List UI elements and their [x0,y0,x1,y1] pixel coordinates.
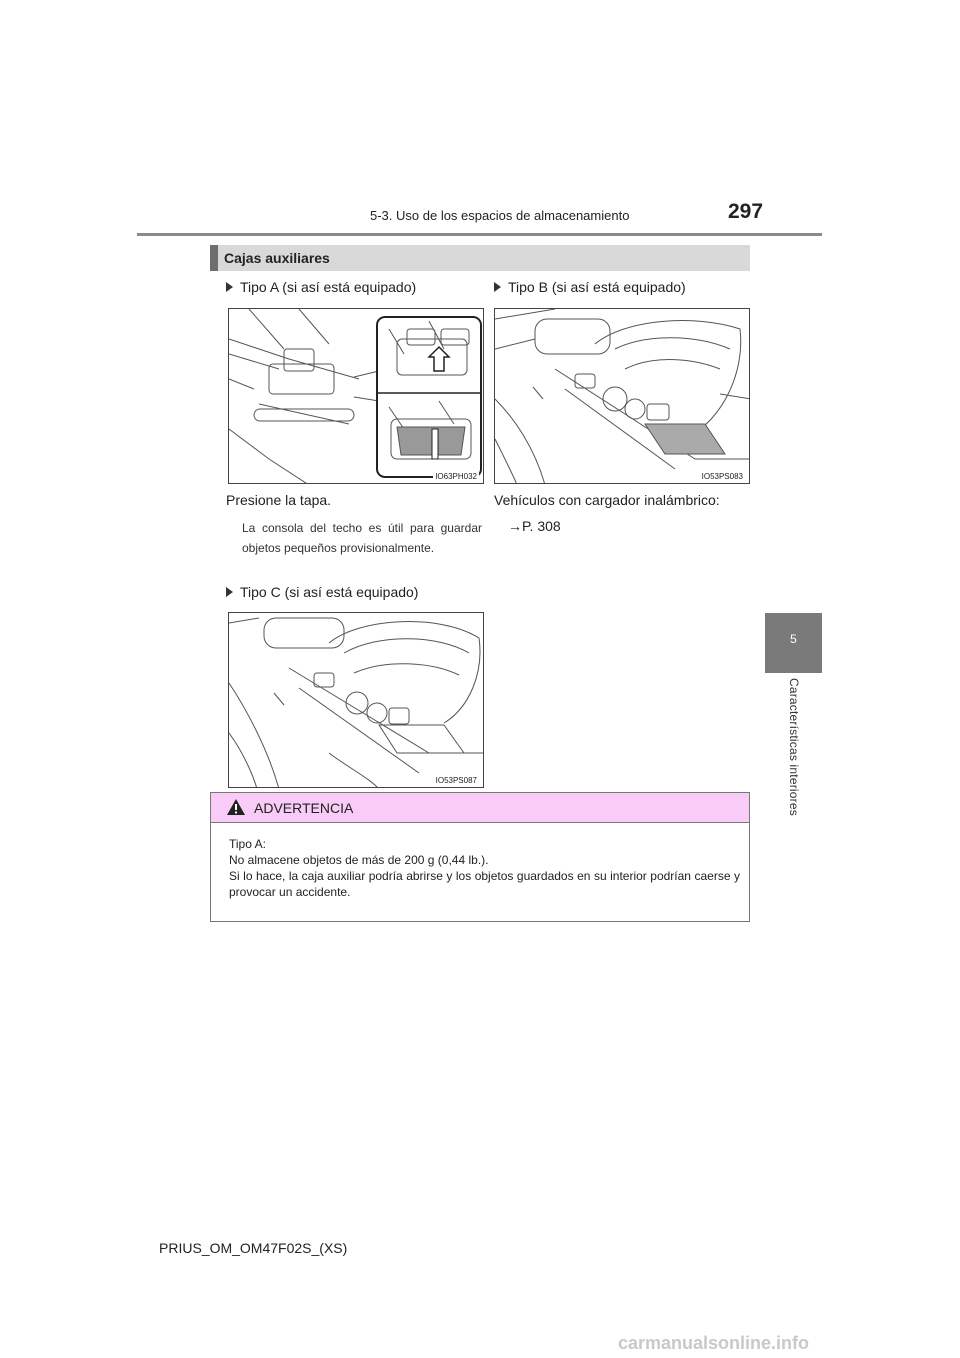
header-section-title: 5-3. Uso de los espacios de almacenamiento [370,208,630,223]
figure-code: IO63PH032 [435,472,477,481]
figure-code: IO53PS083 [701,472,743,481]
chapter-label: Características interiores [787,678,801,816]
type-a-caption: Presione la tapa. [226,492,332,508]
center-console-illustration [229,613,484,788]
warning-line: Tipo A: [229,837,266,851]
bullet-arrow-icon [226,587,233,597]
figure-type-c [228,612,484,788]
header-rule [137,233,822,236]
overhead-console-illustration [229,309,484,484]
type-c-heading: Tipo C (si así está equipado) [226,584,418,600]
figure-code: IO53PS087 [435,776,477,785]
warning-line: No almacene objetos de más de 200 g (0,44 lb.). [229,853,489,867]
warning-body [229,836,740,900]
watermark: carmanualsonline.info [618,1333,810,1353]
type-a-note: La consola del techo es útil para guardar objetos pequeños provisionalmente. [242,521,482,555]
type-b-heading: Tipo B (si así está equipado) [494,279,686,295]
page-number: 297 [728,200,764,223]
type-a-heading: Tipo A (si así está equipado) [226,279,416,295]
figure-type-b [494,308,750,484]
type-b-page-reference[interactable]: →P. 308 [508,518,561,534]
chapter-number: 5 [790,632,797,646]
center-console-illustration [495,309,750,484]
warning-triangle-icon [226,798,246,816]
section-title: Cajas auxiliares [224,250,330,266]
figure-type-a [228,308,484,484]
document-id: PRIUS_OM_OM47F02S_(XS) [159,1240,348,1256]
bullet-arrow-icon [226,282,233,292]
type-b-caption: Vehículos con cargador inalámbrico: [494,492,720,508]
bullet-arrow-icon [494,282,501,292]
warning-line: Si lo hace, la caja auxiliar podría abrirse y los objetos guardados en su interior podrían caerse y provocar un accidente. [229,869,740,899]
warning-title: ADVERTENCIA [254,800,354,816]
